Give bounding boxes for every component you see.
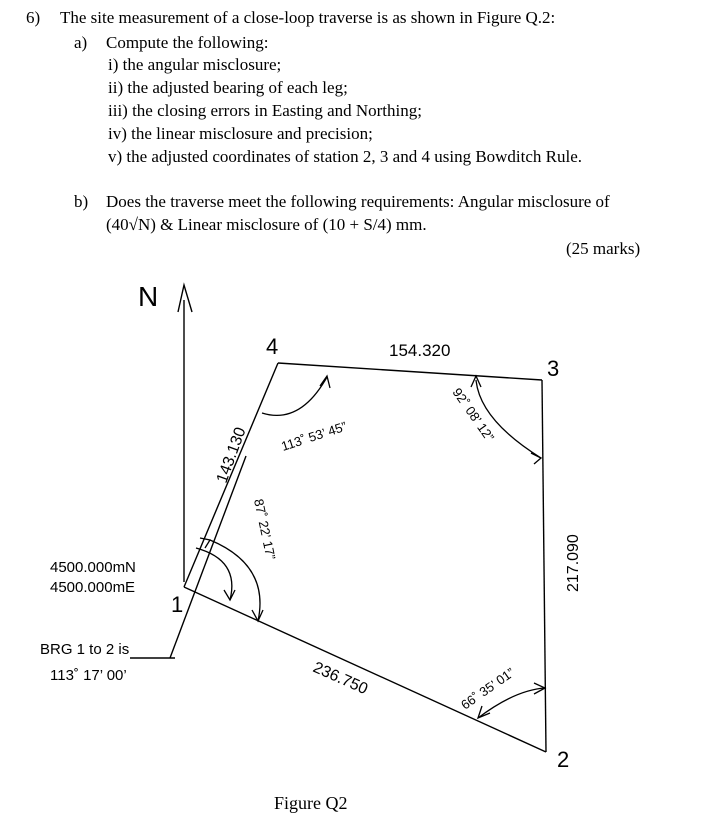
part-b-line-1: Does the traverse meet the following requirements: Angular misclosure of — [106, 192, 610, 211]
part-b-label: b) — [74, 192, 89, 211]
distance-4-3: 154.320 — [389, 341, 451, 360]
bearing-note-line-1: BRG 1 to 2 is — [40, 641, 130, 658]
north-arrowhead — [178, 285, 192, 312]
part-a-item-3: iii) the closing errors in Easting and Northing; — [108, 101, 422, 120]
part-a-intro: Compute the following: — [106, 33, 269, 52]
station-3-label: 3 — [547, 356, 560, 381]
question-number: 6) — [26, 8, 41, 27]
angle-label-4: 113˚ 53’ 45” — [279, 418, 349, 454]
leg-1-2 — [184, 587, 546, 752]
part-b-line-2: (40√N) & Linear misclosure of (10 + S/4) mm. — [106, 215, 427, 234]
north-label: N — [138, 281, 159, 312]
angle-arc-1 — [210, 540, 260, 621]
station-1-label: 1 — [171, 592, 184, 617]
figure-caption: Figure Q2 — [274, 793, 348, 813]
distance-3-2: 217.090 — [565, 534, 582, 592]
question-text: The site measurement of a close-loop traverse is as shown in Figure Q.2: — [60, 8, 556, 27]
northing-label: 4500.000mN — [50, 559, 136, 576]
distance-1-2: 236.750 — [310, 659, 371, 699]
leg-3-2 — [542, 380, 546, 752]
part-a-item-4: iv) the linear misclosure and precision; — [108, 124, 373, 143]
marks: (25 marks) — [566, 239, 641, 258]
easting-label: 4500.000mE — [50, 579, 136, 596]
bearing-extension-line — [170, 456, 246, 658]
part-a-item-1: i) the angular misclosure; — [108, 55, 282, 74]
bearing-note-line-2: 113˚ 17’ 00’ — [50, 667, 127, 684]
part-a-item-5: v) the adjusted coordinates of station 2, 3 and 4 using Bowditch Rule. — [108, 147, 583, 166]
angle-arc-4 — [262, 377, 327, 415]
angle-label-2: 66˚ 35’ 01” — [458, 664, 518, 713]
distance-1-4: 143.130 — [213, 425, 250, 486]
angle-label-3: 92˚ 08’ 12” — [449, 385, 498, 445]
leg-4-3 — [278, 363, 542, 380]
station-2-label: 2 — [557, 747, 570, 772]
part-a-label: a) — [74, 33, 88, 52]
station-4-label: 4 — [266, 334, 279, 359]
part-a-item-2: ii) the adjusted bearing of each leg; — [108, 78, 348, 97]
angle-label-1: 87˚ 22’ 17” — [251, 497, 279, 561]
